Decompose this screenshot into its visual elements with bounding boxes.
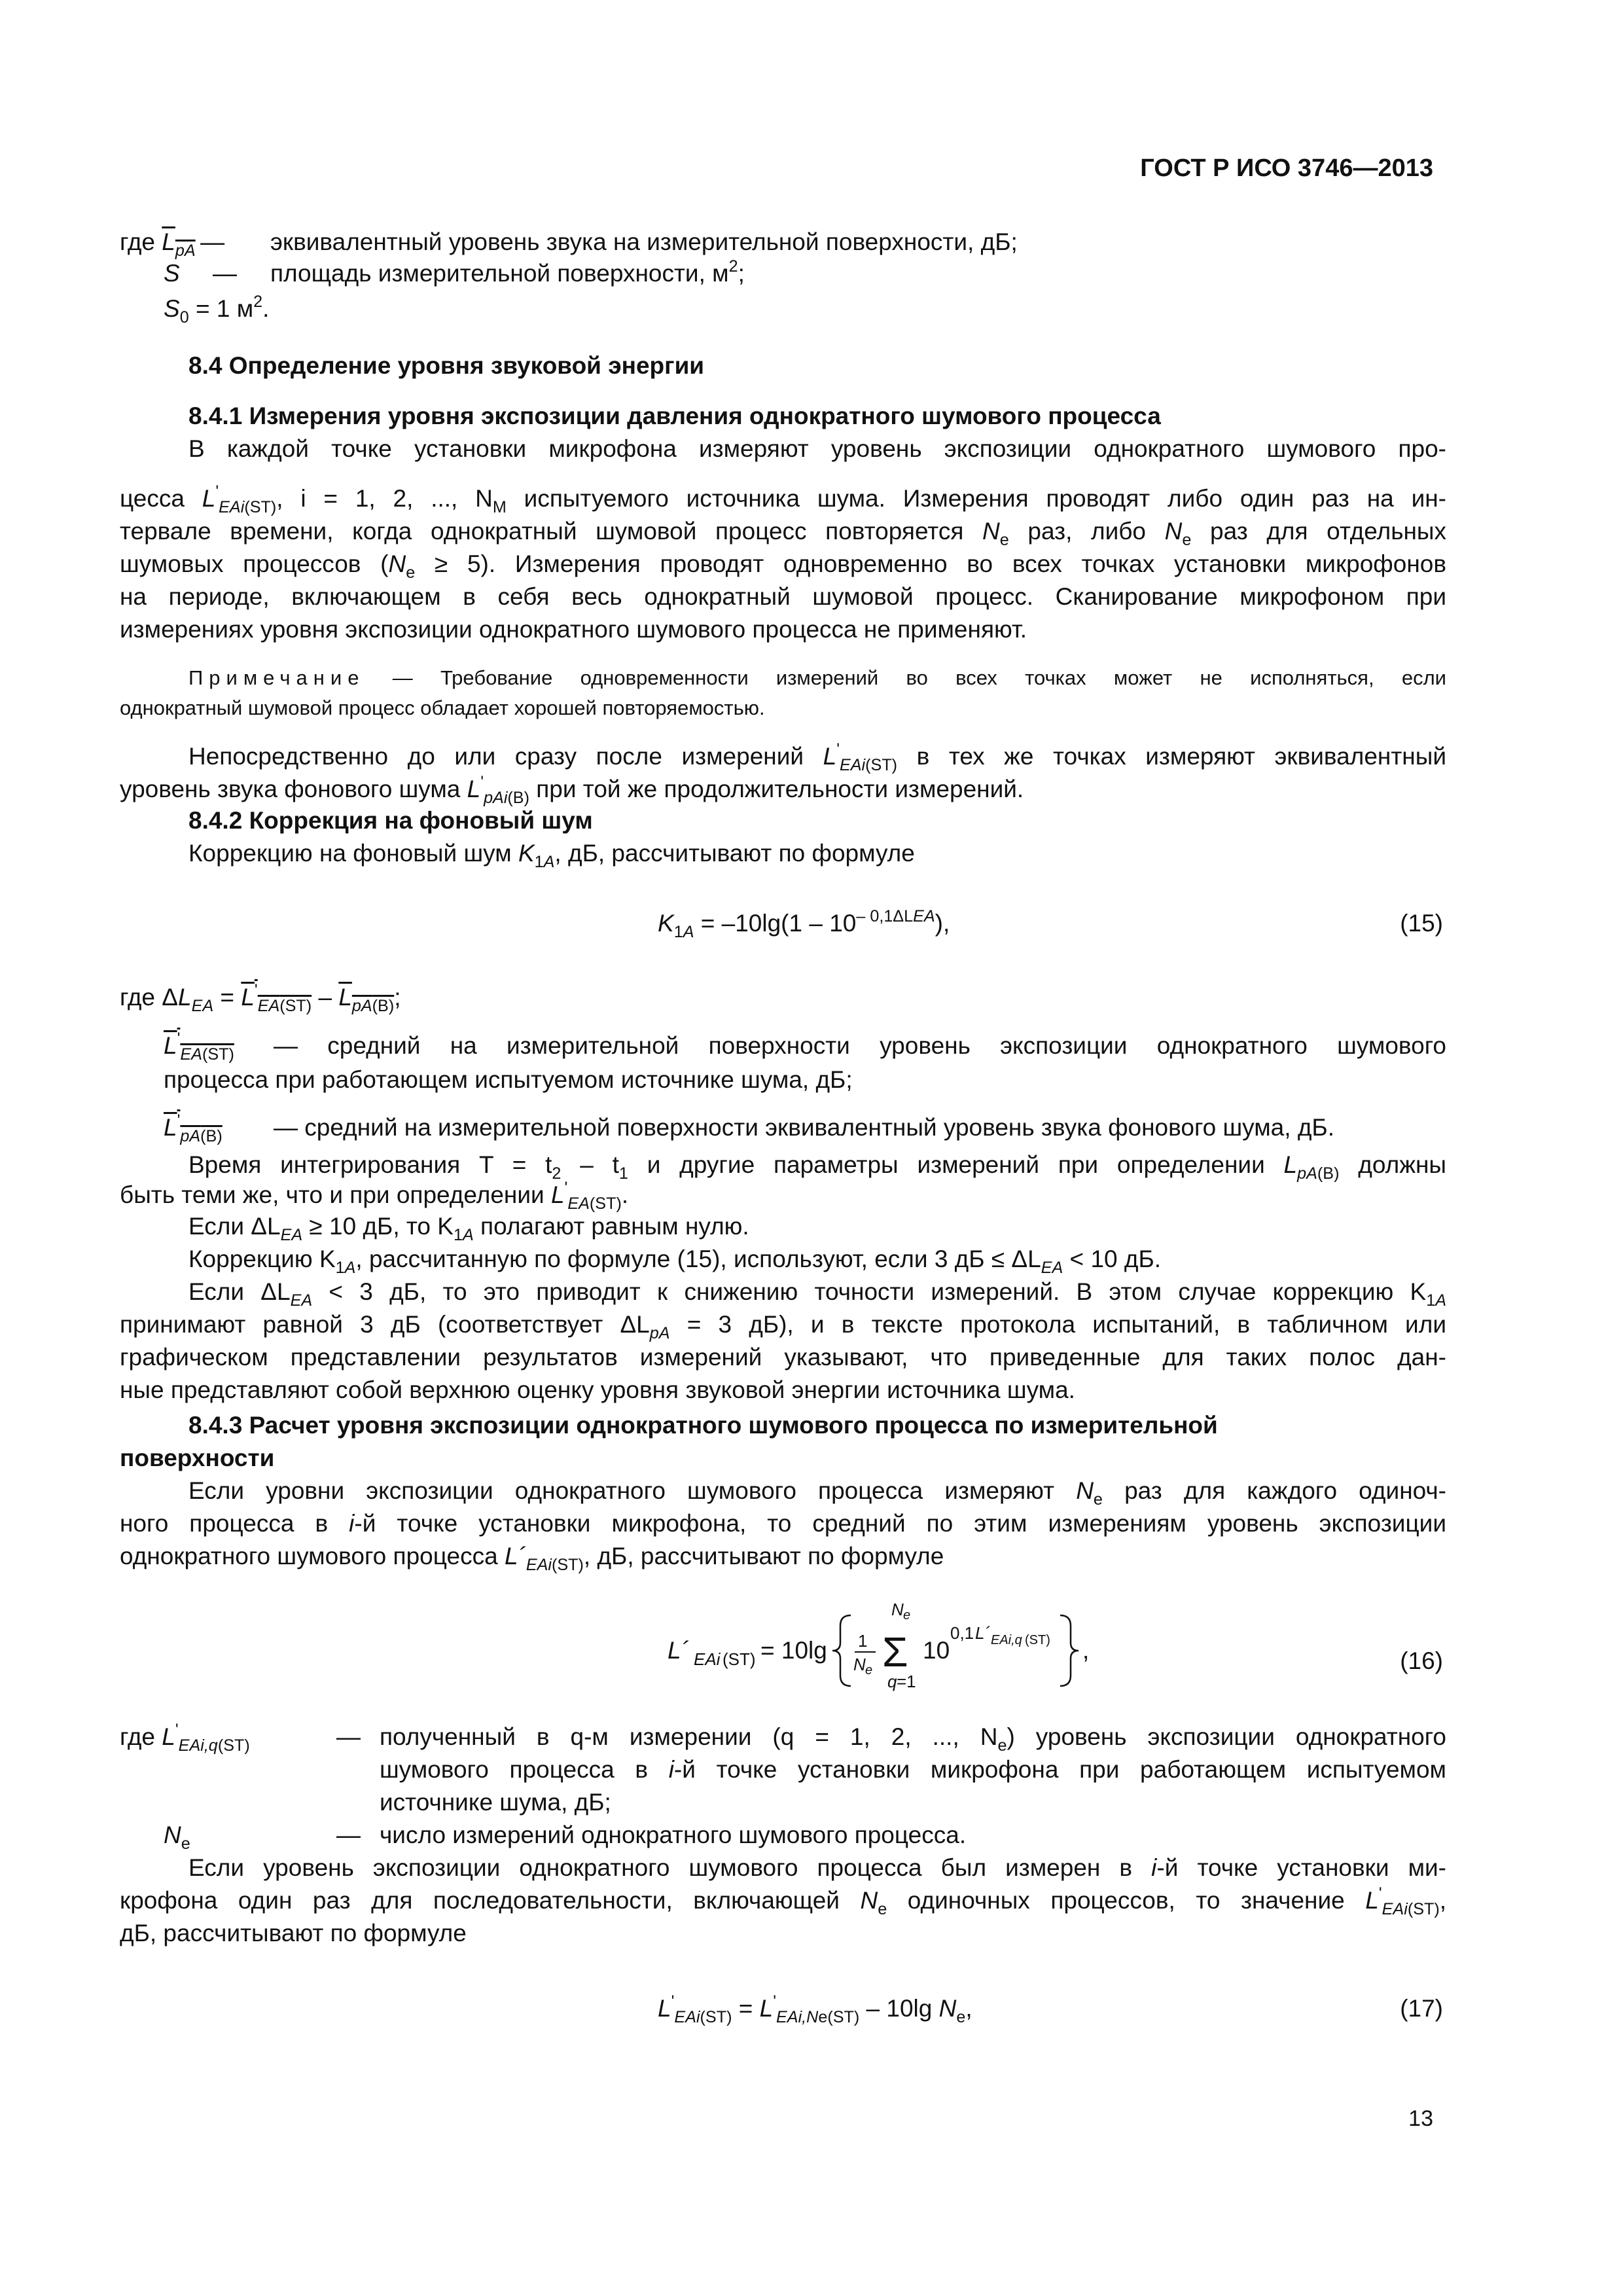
paragraph-line: Если $\Delta L_{EA} < 3$ дБ, то это приводит к снижению точности измерений. В этом случае коррекцию $K_{1A}$ <box>188 1278 1447 1310</box>
svg-text:Σ: Σ <box>882 1628 908 1676</box>
svg-text:(ST): (ST) <box>1025 1633 1050 1647</box>
paragraph-line: В каждой точке установки микрофона измеряют уровень экспозиции однократного шумового про- <box>188 435 1446 462</box>
svg-text:10: 10 <box>923 1637 950 1664</box>
definition-ne: $N_e$ <box>164 1821 190 1853</box>
note: Примечание — Требование одновременности измерений во всех точках может не исполняться, если <box>188 666 1446 689</box>
svg-text:e: e <box>903 1608 911 1623</box>
svg-text:= 10lg: = 10lg <box>760 1637 827 1664</box>
paragraph-line: ного процесса в i-й точке установки микрофона, то средний по этим измерениям уровень экспозиции <box>120 1510 1447 1537</box>
paragraph-line: Коррекцию на фоновый шум $K_{1A}$, дБ, рассчитывают по формуле <box>188 840 915 871</box>
svg-text:L´: L´ <box>668 1637 689 1664</box>
definition-lea-st: $L'_{EA(ST)}$ <box>164 1029 234 1064</box>
section-8-4-2-title: 8.4.2 Коррекция на фоновый шум <box>188 807 593 834</box>
definition-leaiq: где $L'_{EAi,q(ST)}$ <box>120 1720 250 1755</box>
paragraph-line: Непосредственно до или сразу после измерений $L'_{EAi(ST)}$ в тех же точках измеряют эквивалентный <box>188 740 1446 774</box>
svg-text:N: N <box>853 1655 866 1674</box>
paragraph-line: ные представляют собой верхнюю оценку уровня звуковой энергии источника шума. <box>120 1376 1075 1403</box>
svg-text:e: e <box>865 1663 873 1677</box>
paragraph-line: принимают равной 3 дБ (соответствует $\Delta L_{pA} = 3$ дБ), и в тексте протокола испытаний, в табличном или <box>120 1311 1446 1342</box>
document-header: ГОСТ Р ИСО 3746—2013 <box>1140 154 1433 182</box>
equation-number: (16) <box>1400 1647 1443 1674</box>
svg-text:,: , <box>1082 1637 1090 1664</box>
note-line: однократный шумовой процесс обладает хорошей повторяемостью. <box>120 696 765 719</box>
definition-dash: — <box>336 1723 361 1750</box>
page-number: 13 <box>1408 2106 1433 2131</box>
section-8-4-3-title: поверхности <box>120 1444 275 1471</box>
equation-17: $L'_{EAi(ST)} = L'_{EAi,Ne(ST)} - 10\lg$ $N_e$, <box>658 1992 972 2026</box>
definition-lpa-b: $L'_{pA(B)}$ <box>164 1111 223 1145</box>
definition-s0: $S_0 = 1$ $м^2$. <box>164 292 270 327</box>
definition-leaiq-text: полученный в q-м измерении (q = 1, 2, ..., $N_e$) уровень экспозиции однократного <box>380 1723 1446 1755</box>
section-8-4-3-title: 8.4.3 Расчет уровня экспозиции однократного шумового процесса по измерительной <box>188 1412 1218 1439</box>
paragraph-line: шумовых процессов $(N_e \ge 5)$. Измерения проводят одновременно во всех точках установки микрофонов <box>120 550 1446 582</box>
paragraph-line: однократного шумового процесса $L´_{EAi(ST)}$, дБ, рассчитывают по формуле <box>120 1543 944 1574</box>
equation-number: (15) <box>1400 910 1443 937</box>
section-8-4-1-title: 8.4.1 Измерения уровня экспозиции давления однократного шумового процесса <box>188 403 1161 429</box>
definition-lpa: где $L_{pA}$ — эквивалентный уровень звука на измерительной поверхности, дБ; <box>120 228 1018 260</box>
svg-text:L´: L´ <box>975 1623 991 1643</box>
paragraph-line: тервале времени, когда однократный шумовой процесс повторяется $N_e$ раз, либо $N_e$ раз для отдельных <box>120 518 1446 549</box>
equation-16 <box>654 1597 1139 1702</box>
svg-text:N: N <box>891 1600 904 1619</box>
definition-leaiq-text: шумового процесса в i-й точке установки микрофона при работающем испытуемом <box>380 1756 1446 1783</box>
paragraph-line: измерениях уровня экспозиции однократного шумового процесса не применяют. <box>120 616 1027 643</box>
svg-text:0,1: 0,1 <box>950 1623 974 1643</box>
definition-dash: — <box>336 1821 361 1848</box>
paragraph-line: графическом представлении результатов измерений указывают, что приведенные для таких полос дан- <box>120 1344 1446 1371</box>
definition-ne-text: число измерений однократного шумового процесса. <box>380 1821 967 1848</box>
paragraph-line: крофона один раз для последовательности, включающей $N_e$ одиночных процессов, то значение $L'_{EAi(ST)}$, <box>120 1884 1446 1918</box>
section-8-4-title: 8.4 Определение уровня звуковой энергии <box>188 352 705 379</box>
definition-leaiq-text: источнике шума, дБ; <box>380 1789 611 1816</box>
paragraph-line: Если $\Delta L_{EA} \ge 10$ дБ, то $K_{1A}$ полагают равным нулю. <box>188 1213 749 1244</box>
svg-text:(ST): (ST) <box>722 1649 756 1669</box>
svg-text:EAi: EAi <box>694 1649 721 1669</box>
definition-delta-lea: где $\Delta L_{EA} = L'_{EA(ST)} - L_{pA(B)}$; <box>120 980 401 1015</box>
paragraph-line: Если уровни экспозиции однократного шумового процесса измеряют $N_e$ раз для каждого одиноч- <box>188 1477 1446 1509</box>
paragraph-line: дБ, рассчитывают по формуле <box>120 1920 467 1946</box>
definition-lea-st-text: процесса при работающем испытуемом источнике шума, дБ; <box>164 1066 853 1093</box>
svg-text:q: q <box>887 1672 897 1691</box>
definition-s: S — площадь измерительной поверхности, $м^2$; <box>164 257 745 287</box>
equation-15: $K_{1A} = -10\lg(1 - 10^{- 0,1\Delta LEA})$, <box>658 906 950 941</box>
paragraph-line: быть теми же, что и при определении $L'_{EA(ST)}$. <box>120 1178 629 1213</box>
paragraph-line: Если уровень экспозиции однократного шумового процесса был измерен в i-й точке установки ми- <box>188 1854 1446 1881</box>
svg-text:EAi,q: EAi,q <box>991 1633 1022 1647</box>
definition-lpa-b-text: — средний на измерительной поверхности эквивалентный уровень звука фонового шума, дБ. <box>274 1114 1334 1141</box>
paragraph-line: Время интегрирования $T = t_2 - t_1$ и другие параметры измерений при определении $L_{pA(B)}$ должны <box>188 1151 1446 1183</box>
definition-lea-st-text: — средний на измерительной поверхности уровень экспозиции однократного шумового <box>274 1032 1446 1059</box>
paragraph-line: на периоде, включающем в себя весь однократный шумовой процесс. Сканирование микрофоном при <box>120 583 1446 610</box>
paragraph-line: уровень звука фонового шума $L'_{pAi(B)}$ при той же продолжительности измерений. <box>120 772 1024 807</box>
svg-text:1: 1 <box>858 1631 868 1651</box>
paragraph-line: цесса $L'_{EAi(ST)}$, i = 1, 2, ..., $N_M$ испытуемого источника шума. Измерения проводят либо один раз на ин- <box>120 482 1446 516</box>
equation-number: (17) <box>1400 1995 1443 2022</box>
svg-text:=1: =1 <box>897 1672 916 1691</box>
paragraph-line: Коррекцию $K_{1A}$, рассчитанную по формуле (15), используют, если 3 дБ ≤ $\Delta L_{EA} < 10$ дБ. <box>188 1246 1162 1277</box>
